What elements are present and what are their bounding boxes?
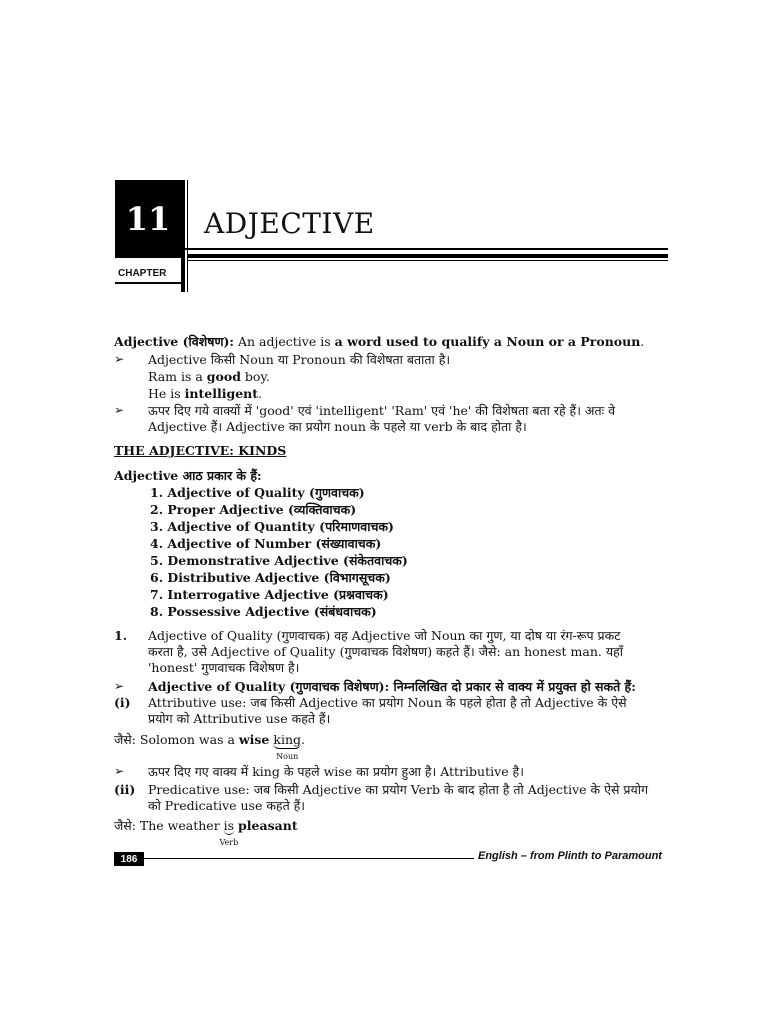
header-rule-vertical: [181, 180, 185, 292]
section-1-line1: Adjective of Quality (गुणवाचक) वह Adjective जो Noun का गुण, या दोष या रंग-रूप प्रकट: [148, 628, 621, 643]
section-heading: THE ADJECTIVE: KINDS: [114, 443, 287, 458]
kind-item: 4. Adjective of Number (संख्यावाचक): [150, 536, 382, 551]
kinds-intro: Adjective आठ प्रकार के हैं:: [114, 468, 262, 483]
header-rule-vertical-thin: [187, 180, 188, 292]
example-2: [148, 386, 262, 402]
example-2-adjective: intelligent: [184, 386, 259, 401]
section-1-line2: करता है, उसे Adjective of Quality (गुणवाचक विशेषण) कहते हैं। जैसे: an honest man. यहाँ: [148, 644, 623, 659]
example-1-adjective: good: [206, 369, 241, 384]
attributive-note: ऊपर दिए गए वाक्य में king के पहले wise का प्रयोग हुआ है। Attributive है।: [148, 764, 524, 779]
verb-label: Verb: [219, 838, 239, 847]
verb-bracket: [219, 818, 239, 847]
example-attributive-adjective: wise: [238, 732, 270, 747]
example-predicative-verb: is: [223, 818, 235, 833]
noun-bracket: [273, 732, 301, 761]
chapter-label-rule: [115, 282, 181, 284]
example-predicative-adjective: pleasant: [238, 818, 298, 833]
kind-item: 8. Possessive Adjective (संबंधवाचक): [150, 604, 377, 619]
intro-bullet-2-line1: ऊपर दिए गये वाक्यों में 'good' एवं 'intelligent' 'Ram' एवं 'he' की विशेषता बता रहे हैं। अतः वे: [148, 403, 616, 418]
header-rule-top: [115, 248, 668, 250]
section-1-number: 1.: [114, 628, 128, 643]
example-predicative: [114, 818, 298, 847]
point-ii-line1: Predicative use: जब किसी Adjective का प्रयोग Verb के बाद होता है तो Adjective के ऐसे प्रयोग: [148, 782, 649, 797]
intro-bullet-2-line2: Adjective हैं। Adjective का प्रयोग noun के पहले या verb के बाद होता है।: [148, 419, 527, 434]
definition-line: [114, 334, 644, 350]
header-rule-thick: [188, 254, 668, 258]
footer-rule: [144, 858, 474, 859]
point-ii-number: (ii): [114, 782, 136, 797]
example-1-post: boy.: [240, 369, 270, 384]
example-1: [148, 369, 270, 385]
point-i-line2: प्रयोग को Attributive use कहते हैं।: [148, 711, 331, 726]
point-i-line1: Attributive use: जब किसी Adjective का प्रयोग Noun के पहले होता है तो Adjective के ऐसे: [148, 695, 627, 710]
example-attributive-end: .: [301, 732, 305, 747]
chapter-number: 11: [115, 180, 181, 258]
kind-item: 1. Adjective of Quality (गुणवाचक): [150, 485, 365, 500]
point-ii-line2: को Predicative use कहते हैं।: [148, 798, 306, 813]
kind-item: 2. Proper Adjective (व्यक्तिवाचक): [150, 502, 357, 517]
bullet-icon: ➢: [114, 764, 125, 778]
example-attributive-noun: king: [273, 732, 301, 747]
example-predicative-pre: जैसे: The weather: [114, 818, 224, 833]
book-title: English – from Plinth to Paramount: [478, 850, 662, 862]
kind-item: 5. Demonstrative Adjective (संकेतवाचक): [150, 553, 408, 568]
bullet-icon: ➢: [114, 679, 125, 693]
kind-item: 6. Distributive Adjective (विभागसूचक): [150, 570, 391, 585]
point-i-number: (i): [114, 695, 131, 710]
example-2-post: .: [258, 386, 263, 401]
bullet-icon: ➢: [114, 403, 125, 417]
definition-term: Adjective (विशेषण):: [114, 334, 235, 349]
definition-bold: a word used to qualify a Noun or a Pronoun: [334, 334, 641, 349]
definition-end: .: [640, 334, 645, 349]
example-2-pre: He is: [148, 386, 185, 401]
header-rule-thin: [188, 260, 668, 261]
section-1-bullet: Adjective of Quality (गुणवाचक विशेषण): निम्नलिखित दो प्रकार से वाक्य में प्रयुक्त हो सकते हैं:: [148, 679, 636, 694]
chapter-title: ADJECTIVE: [204, 207, 375, 240]
page-number: 186: [114, 852, 144, 866]
definition-prefix: An adjective is: [238, 334, 335, 349]
bullet-icon: ➢: [114, 352, 125, 366]
kind-item: 7. Interrogative Adjective (प्रश्नवाचक): [150, 587, 389, 602]
kind-item: 3. Adjective of Quantity (परिमाणवाचक): [150, 519, 394, 534]
example-attributive-pre: जैसे: Solomon was a: [114, 732, 239, 747]
section-1-line3: 'honest' गुणवाचक विशेषण है।: [148, 660, 300, 675]
chapter-label: CHAPTER: [118, 268, 167, 279]
noun-label: Noun: [276, 752, 299, 761]
example-attributive: [114, 732, 305, 761]
intro-bullet-1: Adjective किसी Noun या Pronoun की विशेषता बताता है।: [148, 352, 451, 367]
example-1-pre: Ram is a: [148, 369, 207, 384]
